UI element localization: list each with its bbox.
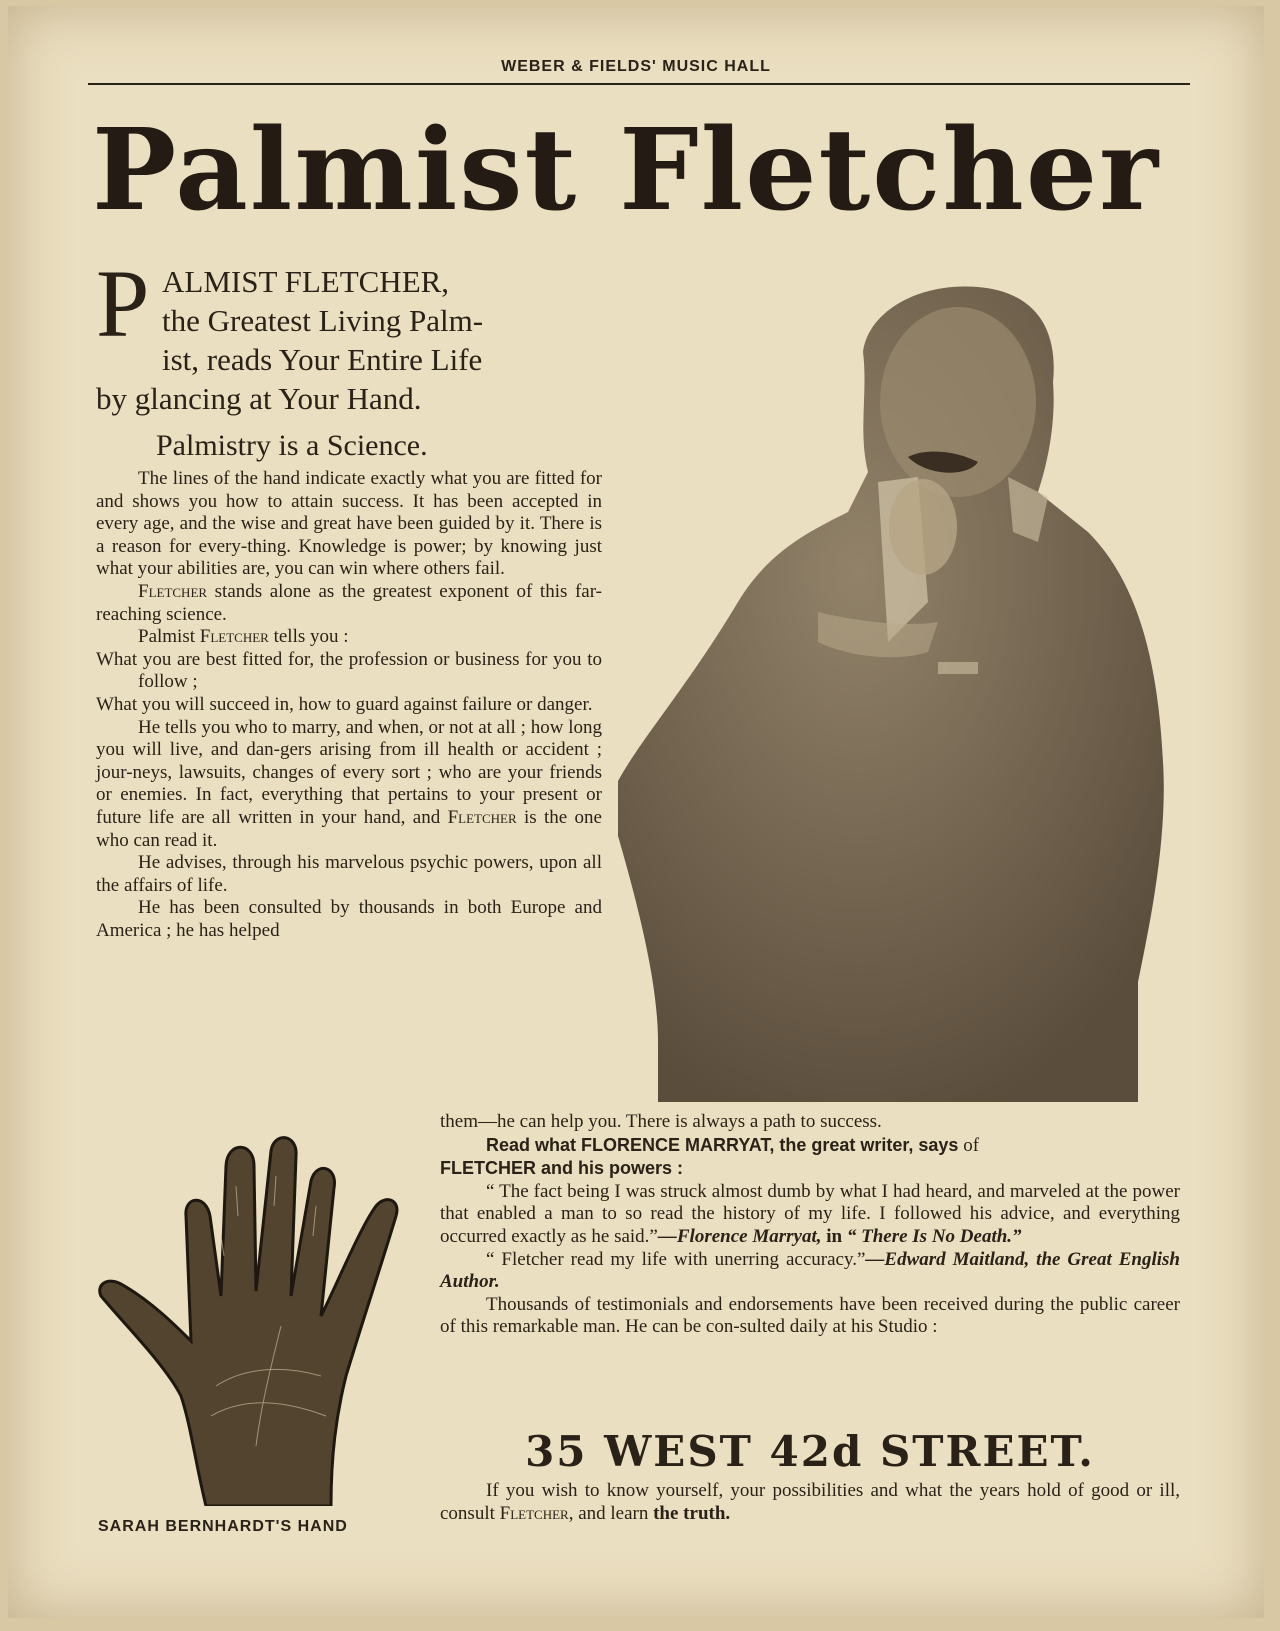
body-text: is the one who can read it. — [96, 806, 602, 851]
fletcher-name: Fletcher — [499, 1502, 569, 1524]
quote-text: “ The fact being I was struck almost dumb by what I had heard, and marveled at the power that enabled a man to so read the history of my life. I followed his advice, and everything occurred exactly as he said.” — [440, 1180, 1180, 1247]
body-paragraph-2 — [96, 581, 602, 626]
closing-paragraph — [440, 1480, 1180, 1525]
body-text: He tells you who to marry, and when, or not at all ; how long you will live, and dan-gers arising from ill health or accident ; jour-neys, lawsuits, changes of every sort ; who are your friends or enemies. In fact, everything that pertains to your present or future life are all written in your hand, and — [96, 716, 602, 828]
body-text: tells you : — [268, 626, 349, 648]
intro-line-3: ist, reads Your Entire Life — [162, 342, 483, 377]
marryat-heading: Read what FLORENCE MARRYAT, the great writer, says — [486, 1134, 959, 1155]
body-paragraph-1: The lines of the hand indicate exactly what you are fitted for and shows you how to attain success. It has been accepted in every age, and the wise and great have been guided by it. There is a reason for every-thing. Knowledge is power; by knowing just what your abilities are, you can win where others fail. — [96, 468, 602, 580]
intro-block — [96, 250, 616, 418]
studio-address: 35 WEST 42d STREET. — [525, 1427, 1095, 1476]
body-list-item-1: What you are best fitted for, the profession or business for you to follow ; — [96, 648, 602, 693]
marryat-intro-2 — [440, 1157, 1180, 1181]
testimonials-paragraph: Thousands of testimonials and endorsements have been received during the public career of this remarkable man. He can be con-sulted daily at his Studio : — [440, 1293, 1180, 1338]
fletcher-name: Fletcher — [447, 806, 517, 828]
hand-caption: SARAH BERNHARDT'S HAND — [98, 1518, 348, 1535]
marryat-intro — [440, 1134, 1180, 1158]
page-title: Palmist Fletcher — [92, 105, 1161, 236]
intro-line-4: by glancing at Your Hand. — [96, 381, 422, 416]
portrait-photo-icon — [618, 282, 1178, 1102]
body-paragraph-6 — [96, 717, 602, 853]
fletcher-name: Fletcher — [138, 580, 208, 602]
intro-line-2: the Greatest Living Palm- — [162, 303, 484, 338]
quote-in: in — [821, 1225, 847, 1247]
magazine-page — [8, 6, 1264, 1618]
quote-author: —Edward Maitland, the Great English Author. — [440, 1248, 1180, 1293]
body-text: Palmist — [138, 626, 200, 648]
testimonial-block — [440, 1111, 1180, 1339]
quote-book: “ There Is No Death.” — [846, 1225, 1022, 1247]
header-rule — [88, 83, 1190, 85]
body-paragraph-3 — [96, 626, 602, 649]
body-text: of — [958, 1134, 980, 1156]
intro-line-1: ALMIST FLETCHER, — [162, 264, 450, 299]
subhead: Palmistry is a Science. — [156, 429, 428, 462]
running-head: WEBER & FIELDS' MUSIC HALL — [501, 58, 771, 75]
quote-author: —Florence Marryat, — [657, 1225, 822, 1247]
right-line-1: them—he can help you. There is always a path to success. — [440, 1111, 882, 1132]
body-paragraph-7: He advises, through his marvelous psychic powers, upon all the affairs of life. — [96, 852, 602, 896]
body-list-item-2: What you will succeed in, how to guard against failure or danger. — [96, 693, 593, 715]
quote-text: “ Fletcher read my life with unerring accuracy.” — [486, 1248, 866, 1270]
drop-cap: P — [96, 250, 150, 357]
body-text: If you wish to know yourself, your possibilities and what the years hold of good or ill, consult — [440, 1480, 1180, 1524]
body-text: , and learn — [568, 1502, 654, 1524]
closing-emphasis: the truth. — [653, 1502, 731, 1524]
fletcher-name: Fletcher — [199, 626, 269, 648]
palm-hand-engraving-icon — [96, 1126, 406, 1506]
marryat-quote — [440, 1181, 1180, 1249]
body-paragraph-8: He has been consulted by thousands in both Europe and America ; he has helped — [96, 897, 602, 941]
marryat-heading-2: FLETCHER and his powers : — [440, 1158, 684, 1179]
closing-text — [440, 1480, 1180, 1525]
body-column — [96, 468, 602, 942]
maitland-quote — [440, 1249, 1180, 1294]
body-text: stands alone as the greatest exponent of this far-reaching science. — [96, 580, 602, 625]
